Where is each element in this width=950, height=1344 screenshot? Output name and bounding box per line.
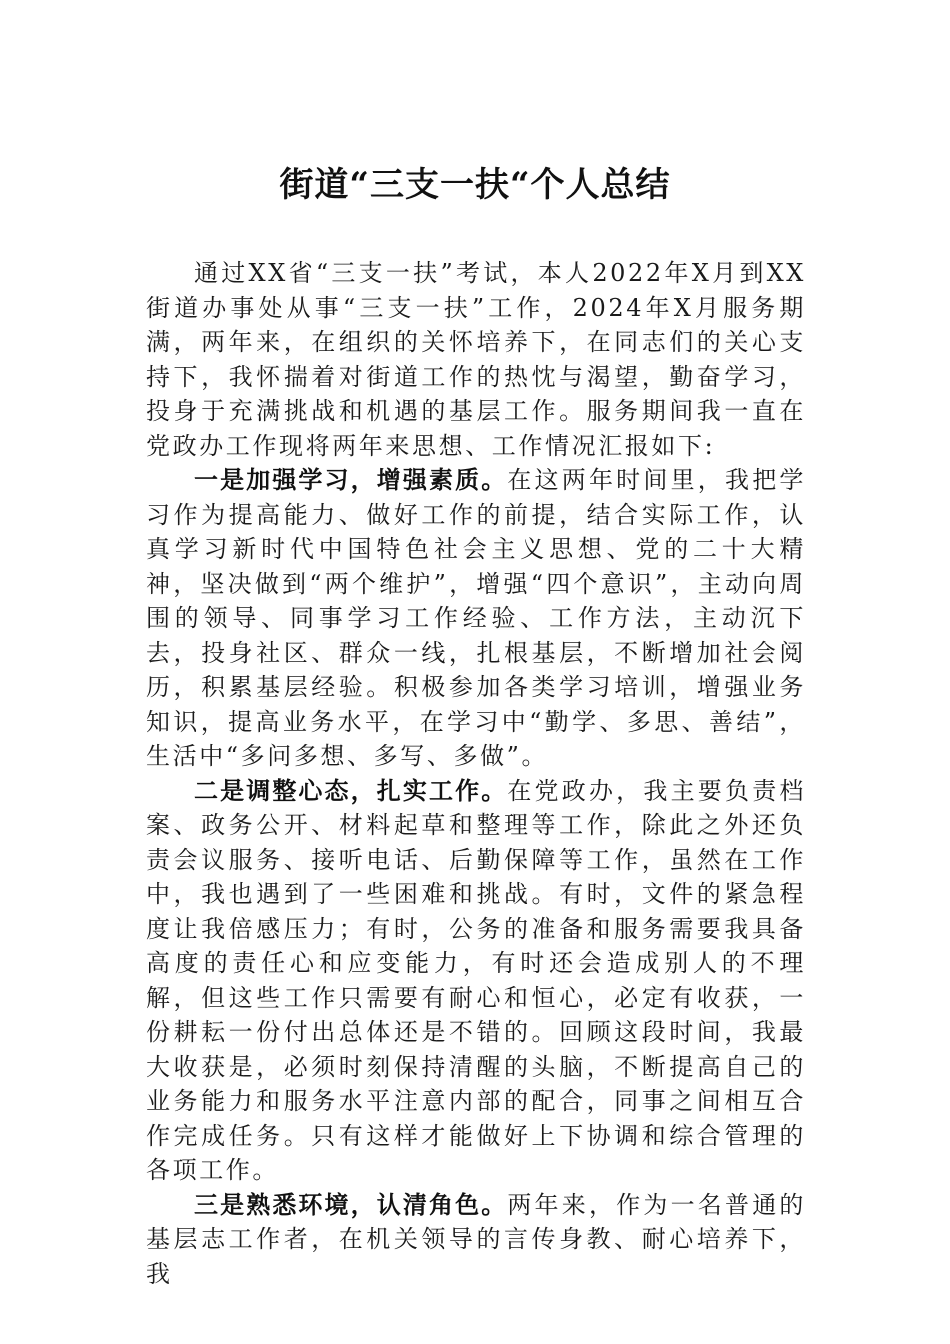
paragraph-text: 通过XX省“三支一扶”考试，本人2022年X月到XX街道办事处从事“三支一扶”工作，2024年X月服务期满，两年来，在组织的关怀培养下，在同志们的关心支持下，我怀揣着对街道工作的热忱与渴望，勤奋学习，投身于充满挑战和机遇的基层工作。服务期间我一直在党政办工作现将两年来思想、工作情况汇报如下: [146, 259, 806, 460]
paragraph-lead: 一是加强学习，增强素质。 [194, 466, 508, 494]
document-body [146, 256, 806, 1291]
paragraph-work [146, 774, 806, 1188]
paragraph-intro [146, 256, 806, 463]
paragraph-text: 在党政办，我主要负责档案、政务公开、材料起草和整理等工作，除此之外还负责会议服务、接听电话、后勤保障等工作，虽然在工作中，我也遇到了一些困难和挑战。有时，文件的紧急程度让我倍感压力；有时，公务的准备和服务需要我具备高度的责任心和应变能力，有时还会造成别人的不理解，但这些工作只需要有耐心和恒心，必定有收获，一份耕耘一份付出总体还是不错的。回顾这段时间，我最大收获是，必须时刻保持清醒的头脑，不断提高自己的业务能力和服务水平注意内部的配合，同事之间相互合作完成任务。只有这样才能做好上下协调和综合管理的各项工作。 [146, 776, 806, 1184]
paragraph-lead: 二是调整心态，扎实工作。 [194, 776, 508, 805]
paragraph-text: 在这两年时间里，我把学习作为提高能力、做好工作的前提，结合实际工作，认真学习新时代中国特色社会主义思想、党的二十大精神，坚决做到“两个维护”，增强“四个意识”，主动向周围的领导、同事学习工作经验、工作方法，主动沉下去，投身社区、群众一线，扎根基层，不断增加社会阅历，积累基层经验。积极参加各类学习培训，增强业务知识，提高业务水平，在学习中“勤学、多思、善结”，生活中“多问多想、多写、多做”。 [146, 466, 806, 770]
paragraph-learning [146, 463, 806, 774]
paragraph-text: 两年来，作为一名普通的基层志工作者，在机关领导的言传身教、耐心培养下，我 [146, 1190, 806, 1288]
paragraph-lead: 三是熟悉环境，认清角色。 [194, 1190, 508, 1219]
paragraph-environment [146, 1188, 806, 1292]
document-title: 街道“三支一扶“个人总结 [279, 165, 671, 205]
